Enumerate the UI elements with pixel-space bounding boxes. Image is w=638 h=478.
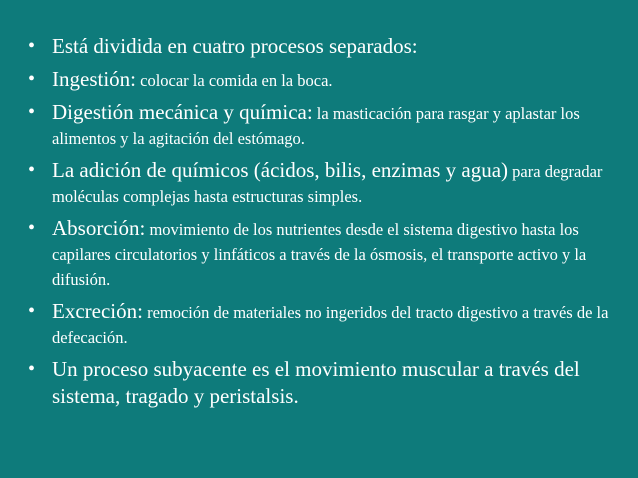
bullet-text: remoción de materiales no ingeridos del tracto digestivo a través de la defecación. [52, 303, 609, 347]
bullet-dot-icon: • [28, 300, 36, 322]
bullet-item [26, 100, 616, 152]
bullet-item [26, 67, 616, 94]
bullet-list [26, 34, 616, 411]
bullet-dot-icon: • [28, 159, 36, 181]
bullet-dot-icon: • [28, 68, 36, 90]
bullet-lead: Digestión mecánica y química: [52, 100, 313, 124]
bullet-text: movimiento de los nutrientes desde el sistema digestivo hasta los capilares circulatorios y linfáticos a través de la ósmosis, el transporte activo y la difusión. [52, 220, 587, 289]
bullet-item [26, 34, 616, 61]
bullet-dot-icon: • [28, 101, 36, 123]
bullet-item [26, 299, 616, 351]
bullet-dot-icon: • [28, 217, 36, 239]
bullet-dot-icon: • [28, 358, 36, 380]
bullet-lead: La adición de químicos (ácidos, bilis, enzimas y agua) [52, 158, 509, 182]
bullet-lead: Absorción: [52, 216, 146, 240]
bullet-item [26, 216, 616, 293]
bullet-item [26, 158, 616, 210]
bullet-text: colocar la comida en la boca. [136, 71, 333, 90]
bullet-lead: Excreción: [52, 299, 143, 323]
bullet-text: la masticación para rasgar y aplastar los alimentos y la agitación del estómago. [52, 104, 580, 148]
bullet-text: para degradar moléculas complejas hasta estructuras simples. [52, 162, 603, 206]
bullet-lead: Ingestión: [52, 67, 136, 91]
bullet-dot-icon: • [28, 35, 36, 57]
bullet-lead: Está dividida en cuatro procesos separados: [52, 34, 418, 58]
bullet-item [26, 357, 616, 411]
bullet-lead: Un proceso subyacente es el movimiento muscular a través del sistema, tragado y peristalsis. [52, 357, 580, 408]
